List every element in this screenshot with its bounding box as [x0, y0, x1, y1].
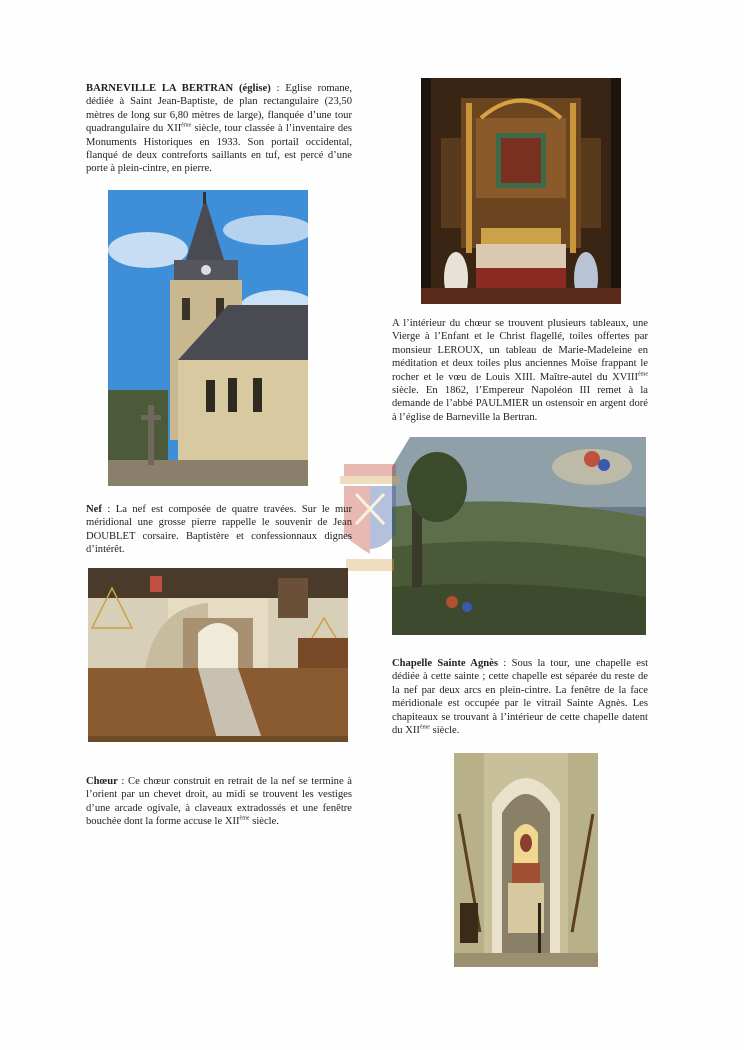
nave-image — [88, 568, 348, 742]
text-choeur-interieur: A l’intérieur du chœur se trouvent plusieurs tableaux, une Vierge à l’Enfant et le Christ flagellé, toiles offertes par monsieur LEROUX, un tableau de Marie-Madeleine en méditation et deux toiles plus anciennes Moïse frappant le rocher et le vœu de Louis XIII. Maître-autel du XVIIIème siècle. En 1862, l’Empereur Napoléon III remet à la demande de l’abbé PAULMIER un ostensoir en argent doré à l’église de Barneville la Bertran. — [392, 318, 648, 423]
chapel-image — [454, 753, 598, 967]
text-chapelle: Chapelle Sainte Agnès : Sous la tour, une chapelle est dédiée à cette sainte ; cette chapelle est séparée du reste de la nef par deux arcs en plein-cintre. La fenêtre de la face méridionale est occupée par le vitrail Sainte Agnès. Les chapiteaux se trouvant à l’intérieur de cette chapelle datent du XIIème siècle. — [392, 658, 649, 737]
title-chapelle: Chapelle Sainte Agnès — [392, 658, 498, 669]
body-eglise-a: Eglise romane, dédiée à Saint Jean-Baptiste, de plan rectangulaire (23,50 mètres de long sur 6,80 mètres de large), flanquée d’une tour quadrangulaire du XII — [86, 83, 353, 135]
body-choeur-interieur-b: siècle. En 1862, l’Empereur Napoléon III remet à la demande de l’abbé PAULMIER un ostensoir en argent doré à l’église de Barneville la Bertran. — [392, 385, 648, 423]
painting-image — [392, 437, 646, 635]
body-choeur-interieur-a: A l’intérieur du chœur se trouvent plusieurs tableaux, une Vierge à l’Enfant et le Christ flagellé, toiles offertes par monsieur LEROUX, un tableau de Marie-Madeleine en méditation et deux toiles plus anciennes Moïse frappant le rocher et le vœu de Louis XIII. Maître-autel du XVIII — [392, 318, 648, 383]
text-eglise: BARNEVILLE LA BERTRAN (église) : Eglise romane, dédiée à Saint Jean-Baptiste, de plan rectangulaire (23,50 mètres de long sur 6,80 mètres de large), flanquée d’une tour quadrangulaire du XIIème siècle, tour classée à l’inventaire des Monuments Historiques en 1933. Son portail occidental, flanqué de deux contreforts saillants en tuf, est percé d’une porte à plein-cintre, en pierre. — [86, 83, 353, 175]
title-nef: Nef — [86, 504, 102, 515]
text-choeur: Chœur : Ce chœur construit en retrait de la nef se termine à l’orient par un chevet droit, au midi se trouvent les vestiges d’une arcade ogivale, à claveaux extradossés et une fenêtre bouchée dont la forme accuse le XIIème siècle. — [86, 776, 352, 828]
body-choeur-a: Ce chœur construit en retrait de la nef se termine à l’orient par un chevet droit, au midi se trouvent les vestiges d’une arcade ogivale, à claveaux extradossés et une fenêtre bouchée dont la forme accuse le XII — [86, 776, 352, 828]
photo-altar — [421, 78, 621, 304]
church-exterior-image — [108, 190, 308, 486]
title-choeur: Chœur — [86, 776, 118, 787]
body-eglise-b: siècle, tour classée à l’inventaire des Monuments Historiques en 1933. Son portail occidental, flanqué de deux contreforts saillants en tuf, est percé d’une porte à plein-cintre, en pierre. — [86, 123, 352, 175]
photo-church-exterior — [108, 190, 308, 486]
body-nef: La nef est composée de quatre travées. Sur le mur méridional une grosse pierre rappelle le souvenir de Jean DOUBLET corsaire. Baptistère et confessionnaux dignes d’intérêt. — [86, 504, 353, 556]
body-chapelle-b: siècle. — [429, 725, 460, 737]
body-chapelle-a: Sous la tour, une chapelle est dédiée à cette sainte ; cette chapelle est séparée du reste de la nef par deux arcs en plein-cintre. La fenêtre de la face méridionale est occupée par le vitrail Sainte Agnès. Les chapiteaux se trouvant à l’intérieur de cette chapelle datent du XII — [392, 658, 649, 737]
body-choeur-b: siècle. — [249, 816, 279, 828]
title-eglise: BARNEVILLE LA BERTRAN (église) — [86, 83, 271, 94]
altar-image — [421, 78, 621, 304]
photo-chapel — [454, 753, 598, 967]
photo-painting — [392, 437, 646, 635]
photo-nave — [88, 568, 348, 742]
text-nef: Nef : La nef est composée de quatre travées. Sur le mur méridional une grosse pierre rappelle le souvenir de Jean DOUBLET corsaire. Baptistère et confessionnaux dignes d’intérêt. — [86, 504, 353, 556]
